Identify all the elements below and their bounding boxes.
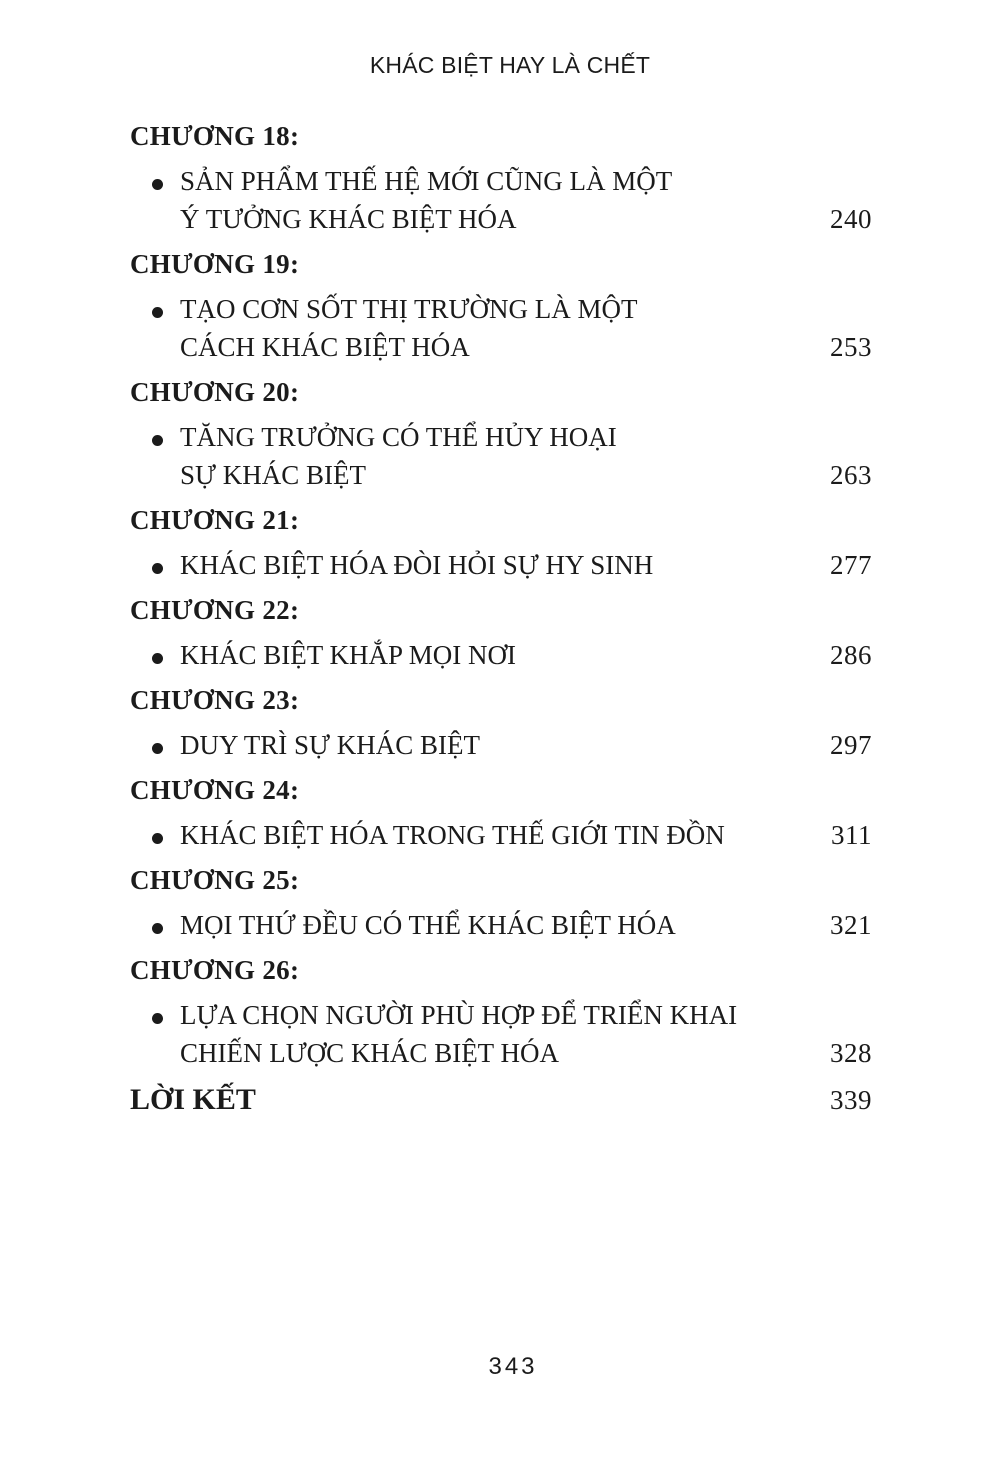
entry-line: MỌI THỨ ĐỀU CÓ THỂ KHÁC BIỆT HÓA: [180, 910, 676, 940]
page-number: 328: [830, 1038, 872, 1068]
chapter-title: CHƯƠNG 18:: [130, 121, 300, 151]
toc-entry[interactable]: [130, 162, 872, 238]
epilogue-title: LỜI KẾT: [130, 1083, 256, 1116]
toc-entry[interactable]: [130, 290, 872, 366]
toc-chapter-26: [130, 952, 872, 1072]
bullet-icon: [152, 833, 163, 844]
toc-entry[interactable]: [130, 546, 872, 584]
toc-entry[interactable]: [130, 906, 872, 944]
toc-chapter-21: [130, 502, 872, 584]
entry-line: LỰA CHỌN NGƯỜI PHÙ HỢP ĐỂ TRIỂN KHAI: [180, 1000, 738, 1030]
page-number: 339: [830, 1085, 872, 1115]
page-number: 311: [831, 820, 872, 850]
bullet-icon: [152, 179, 163, 190]
chapter-title: CHƯƠNG 21:: [130, 505, 300, 535]
page-number: 286: [830, 640, 872, 670]
table-of-contents: [130, 118, 872, 1120]
entry-line: KHÁC BIỆT KHẮP MỌI NƠI: [180, 640, 516, 670]
entry-line: TĂNG TRƯỞNG CÓ THỂ HỦY HOẠI: [180, 422, 617, 452]
toc-chapter-22: [130, 592, 872, 674]
bullet-icon: [152, 653, 163, 664]
chapter-title: CHƯƠNG 20:: [130, 377, 300, 407]
bullet-icon: [152, 307, 163, 318]
toc-epilogue[interactable]: [130, 1080, 872, 1120]
entry-line: Ý TƯỞNG KHÁC BIỆT HÓA: [180, 204, 517, 234]
bullet-icon: [152, 563, 163, 574]
chapter-title: CHƯƠNG 23:: [130, 685, 300, 715]
toc-chapter-18: [130, 118, 872, 238]
entry-line: KHÁC BIỆT HÓA ĐÒI HỎI SỰ HY SINH: [180, 550, 654, 580]
toc-chapter-20: [130, 374, 872, 494]
page-number: 240: [830, 204, 872, 234]
toc-chapter-19: [130, 246, 872, 366]
bullet-icon: [152, 1013, 163, 1024]
page-number: 277: [830, 550, 872, 580]
toc-entry[interactable]: [130, 726, 872, 764]
toc-entry[interactable]: [130, 996, 872, 1072]
entry-line: CHIẾN LƯỢC KHÁC BIỆT HÓA: [180, 1038, 559, 1068]
page-number: 321: [830, 910, 872, 940]
chapter-title: CHƯƠNG 25:: [130, 865, 300, 895]
bullet-icon: [152, 435, 163, 446]
folio-page-number: 343: [488, 1353, 538, 1380]
chapter-title: CHƯƠNG 24:: [130, 775, 300, 805]
entry-line: SẢN PHẨM THẾ HỆ MỚI CŨNG LÀ MỘT: [180, 166, 673, 196]
toc-entry[interactable]: [130, 636, 872, 674]
bullet-icon: [152, 743, 163, 754]
chapter-title: CHƯƠNG 26:: [130, 955, 300, 985]
entry-line: TẠO CƠN SỐT THỊ TRƯỜNG LÀ MỘT: [180, 294, 638, 324]
toc-chapter-24: [130, 772, 872, 854]
running-header: KHÁC BIỆT HAY LÀ CHẾT: [369, 52, 651, 78]
toc-entry[interactable]: [130, 418, 872, 494]
bullet-icon: [152, 923, 163, 934]
entry-line: KHÁC BIỆT HÓA TRONG THẾ GIỚI TIN ĐỒN: [180, 820, 725, 850]
page-number: 253: [830, 332, 872, 362]
chapter-title: CHƯƠNG 19:: [130, 249, 300, 279]
entry-line: CÁCH KHÁC BIỆT HÓA: [180, 332, 470, 362]
entry-line: DUY TRÌ SỰ KHÁC BIỆT: [180, 730, 480, 760]
toc-entry[interactable]: [130, 816, 872, 854]
chapter-title: CHƯƠNG 22:: [130, 595, 300, 625]
entry-line: SỰ KHÁC BIỆT: [180, 460, 366, 490]
toc-chapter-23: [130, 682, 872, 764]
toc-chapter-25: [130, 862, 872, 944]
page-number: 263: [830, 460, 872, 490]
page-number: 297: [830, 730, 872, 760]
